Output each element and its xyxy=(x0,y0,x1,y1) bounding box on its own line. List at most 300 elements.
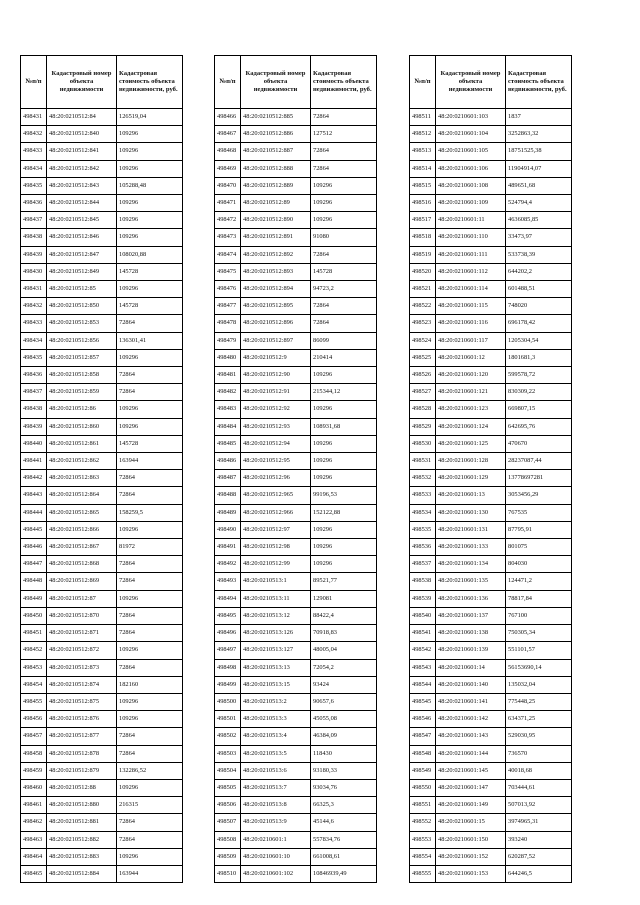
row-number: 498541 xyxy=(410,625,436,642)
table-row xyxy=(21,590,183,607)
table-row xyxy=(410,281,572,298)
cadastral-value: 767535 xyxy=(506,504,572,521)
row-number: 498521 xyxy=(410,281,436,298)
cadastral-table-3 xyxy=(409,55,572,883)
cadastral-number: 48:20:0210601:123 xyxy=(436,401,506,418)
cadastral-value: 90657,6 xyxy=(311,693,377,710)
table-row xyxy=(215,298,377,315)
row-number: 498445 xyxy=(21,521,47,538)
row-number: 498436 xyxy=(21,367,47,384)
row-number: 498476 xyxy=(215,281,241,298)
table-row xyxy=(21,539,183,556)
table-row xyxy=(21,384,183,401)
table-row xyxy=(410,332,572,349)
cadastral-value: 72054,2 xyxy=(311,659,377,676)
table-row xyxy=(215,556,377,573)
cadastral-number: 48:20:0210512:864 xyxy=(47,487,117,504)
cadastral-value: 210414 xyxy=(311,349,377,366)
cadastral-value: 529030,95 xyxy=(506,728,572,745)
row-number: 498504 xyxy=(215,762,241,779)
cadastral-number: 48:20:0210512:891 xyxy=(241,229,311,246)
row-number: 498447 xyxy=(21,556,47,573)
cadastral-number: 48:20:0210512:93 xyxy=(241,418,311,435)
cadastral-value: 3974965,31 xyxy=(506,814,572,831)
row-number: 498518 xyxy=(410,229,436,246)
cadastral-value: 109296 xyxy=(311,453,377,470)
cadastral-value: 126519,04 xyxy=(117,109,183,126)
row-number: 498469 xyxy=(215,160,241,177)
row-number: 498497 xyxy=(215,642,241,659)
cadastral-number: 48:20:0210601:138 xyxy=(436,625,506,642)
cadastral-value: 703444,61 xyxy=(506,779,572,796)
row-number: 498514 xyxy=(410,160,436,177)
cadastral-number: 48:20:0210601:143 xyxy=(436,728,506,745)
cadastral-value: 109296 xyxy=(117,590,183,607)
row-number: 498434 xyxy=(21,160,47,177)
row-number: 498433 xyxy=(21,143,47,160)
cadastral-value: 109296 xyxy=(311,470,377,487)
cadastral-value: 72864 xyxy=(117,367,183,384)
row-number: 498526 xyxy=(410,367,436,384)
table-row xyxy=(410,435,572,452)
row-number: 498554 xyxy=(410,848,436,865)
row-number: 498439 xyxy=(21,418,47,435)
row-number: 498466 xyxy=(215,109,241,126)
row-number: 498481 xyxy=(215,367,241,384)
row-number: 498462 xyxy=(21,814,47,831)
cadastral-value: 696178,42 xyxy=(506,315,572,332)
table-row xyxy=(215,865,377,882)
row-number: 498550 xyxy=(410,779,436,796)
row-number: 498454 xyxy=(21,676,47,693)
cadastral-number: 48:20:0210512:846 xyxy=(47,229,117,246)
cadastral-number: 48:20:0210601:103 xyxy=(436,109,506,126)
row-number: 498470 xyxy=(215,177,241,194)
cadastral-value: 105288,48 xyxy=(117,177,183,194)
table-row xyxy=(215,143,377,160)
cadastral-number: 48:20:0210513:6 xyxy=(241,762,311,779)
table-row xyxy=(215,539,377,556)
table-row xyxy=(215,126,377,143)
cadastral-number: 48:20:0210512:97 xyxy=(241,521,311,538)
table-row xyxy=(21,831,183,848)
table-row xyxy=(21,246,183,263)
table-row xyxy=(410,521,572,538)
table-row xyxy=(410,126,572,143)
header-cadastral-number: Кадастровый номер объекта недвижимости xyxy=(47,56,117,109)
cadastral-number: 48:20:0210512:865 xyxy=(47,504,117,521)
cadastral-number: 48:20:0210512:842 xyxy=(47,160,117,177)
row-number: 498509 xyxy=(215,848,241,865)
row-number: 498443 xyxy=(21,487,47,504)
cadastral-number: 48:20:0210512:893 xyxy=(241,263,311,280)
cadastral-value: 18751525,38 xyxy=(506,143,572,160)
row-number: 498544 xyxy=(410,676,436,693)
row-number: 498434 xyxy=(21,332,47,349)
row-number: 498480 xyxy=(215,349,241,366)
cadastral-number: 48:20:0210512:859 xyxy=(47,384,117,401)
cadastral-value: 72864 xyxy=(117,487,183,504)
cadastral-value: 11904914,07 xyxy=(506,160,572,177)
cadastral-value: 775448,25 xyxy=(506,693,572,710)
cadastral-value: 661008,61 xyxy=(311,848,377,865)
cadastral-value: 72864 xyxy=(117,315,183,332)
table-row xyxy=(215,814,377,831)
table-row xyxy=(410,160,572,177)
header-number: №п/п xyxy=(215,56,241,109)
table-row xyxy=(215,435,377,452)
cadastral-number: 48:20:0210601:125 xyxy=(436,435,506,452)
cadastral-value: 145728 xyxy=(117,435,183,452)
header-cadastral-number: Кадастровый номер объекта недвижимости xyxy=(436,56,506,109)
cadastral-number: 48:20:0210512:881 xyxy=(47,814,117,831)
table-row xyxy=(215,109,377,126)
table-row xyxy=(21,418,183,435)
cadastral-number: 48:20:0210512:90 xyxy=(241,367,311,384)
row-number: 498494 xyxy=(215,590,241,607)
cadastral-number: 48:20:0210512:99 xyxy=(241,556,311,573)
row-number: 498438 xyxy=(21,229,47,246)
cadastral-number: 48:20:0210512:894 xyxy=(241,281,311,298)
cadastral-value: 40018,68 xyxy=(506,762,572,779)
cadastral-number: 48:20:0210512:870 xyxy=(47,607,117,624)
table-row xyxy=(215,728,377,745)
cadastral-value: 642695,76 xyxy=(506,418,572,435)
table-row xyxy=(410,212,572,229)
row-number: 498483 xyxy=(215,401,241,418)
cadastral-number: 48:20:0210601:120 xyxy=(436,367,506,384)
table-row xyxy=(21,453,183,470)
row-number: 498527 xyxy=(410,384,436,401)
table-row xyxy=(410,642,572,659)
row-number: 498459 xyxy=(21,762,47,779)
row-number: 498525 xyxy=(410,349,436,366)
cadastral-number: 48:20:0210601:110 xyxy=(436,229,506,246)
table-row xyxy=(215,607,377,624)
row-number: 498505 xyxy=(215,779,241,796)
cadastral-number: 48:20:0210513:3 xyxy=(241,711,311,728)
cadastral-number: 48:20:0210512:872 xyxy=(47,642,117,659)
cadastral-number: 48:20:0210512:895 xyxy=(241,298,311,315)
table-row xyxy=(410,418,572,435)
header-cadastral-number: Кадастровый номер объекта недвижимости xyxy=(241,56,311,109)
row-number: 498467 xyxy=(215,126,241,143)
cadastral-table-1 xyxy=(20,55,183,883)
table-row xyxy=(410,539,572,556)
table-row xyxy=(21,521,183,538)
cadastral-value: 72864 xyxy=(117,831,183,848)
cadastral-value: 13778697281 xyxy=(506,470,572,487)
cadastral-number: 48:20:0210513:15 xyxy=(241,676,311,693)
row-number: 498473 xyxy=(215,229,241,246)
cadastral-number: 48:20:0210512:96 xyxy=(241,470,311,487)
row-number: 498543 xyxy=(410,659,436,676)
cadastral-value: 1205304,54 xyxy=(506,332,572,349)
table-row xyxy=(410,504,572,521)
cadastral-value: 72864 xyxy=(311,160,377,177)
row-number: 498435 xyxy=(21,349,47,366)
row-number: 498464 xyxy=(21,848,47,865)
cadastral-number: 48:20:0210512:887 xyxy=(241,143,311,160)
table-row xyxy=(410,659,572,676)
table-row xyxy=(21,401,183,418)
table-row xyxy=(21,332,183,349)
cadastral-number: 48:20:0210601:11 xyxy=(436,212,506,229)
row-number: 498482 xyxy=(215,384,241,401)
cadastral-number: 48:20:0210512:850 xyxy=(47,298,117,315)
table-row xyxy=(410,779,572,796)
cadastral-number: 48:20:0210512:867 xyxy=(47,539,117,556)
row-number: 498451 xyxy=(21,625,47,642)
row-number: 498450 xyxy=(21,607,47,624)
cadastral-value: 118430 xyxy=(311,745,377,762)
cadastral-value: 45055,08 xyxy=(311,711,377,728)
cadastral-number: 48:20:0210512:889 xyxy=(241,177,311,194)
row-number: 498506 xyxy=(215,797,241,814)
cadastral-value: 804030 xyxy=(506,556,572,573)
row-number: 498463 xyxy=(21,831,47,848)
table-row xyxy=(410,177,572,194)
cadastral-number: 48:20:0210512:868 xyxy=(47,556,117,573)
cadastral-number: 48:20:0210512:98 xyxy=(241,539,311,556)
cadastral-value: 470670 xyxy=(506,435,572,452)
row-number: 498552 xyxy=(410,814,436,831)
row-number: 498540 xyxy=(410,607,436,624)
cadastral-number: 48:20:0210512:843 xyxy=(47,177,117,194)
table-row xyxy=(21,762,183,779)
row-number: 498547 xyxy=(410,728,436,745)
cadastral-number: 48:20:0210512:853 xyxy=(47,315,117,332)
cadastral-number: 48:20:0210513:127 xyxy=(241,642,311,659)
cadastral-value: 393240 xyxy=(506,831,572,848)
cadastral-number: 48:20:0210601:147 xyxy=(436,779,506,796)
table-row xyxy=(21,814,183,831)
table-row xyxy=(410,263,572,280)
cadastral-value: 1837 xyxy=(506,109,572,126)
table-row xyxy=(21,659,183,676)
cadastral-value: 3053456,29 xyxy=(506,487,572,504)
cadastral-value: 78817,84 xyxy=(506,590,572,607)
table-row xyxy=(215,367,377,384)
cadastral-number: 48:20:0210601:144 xyxy=(436,745,506,762)
row-number: 498495 xyxy=(215,607,241,624)
table-row xyxy=(215,848,377,865)
row-number: 498513 xyxy=(410,143,436,160)
cadastral-value: 72864 xyxy=(117,573,183,590)
table-row xyxy=(21,573,183,590)
cadastral-value: 163944 xyxy=(117,453,183,470)
table-row xyxy=(21,728,183,745)
cadastral-value: 93034,76 xyxy=(311,779,377,796)
cadastral-table-2 xyxy=(214,55,377,883)
cadastral-number: 48:20:0210512:94 xyxy=(241,435,311,452)
cadastral-number: 48:20:0210601:130 xyxy=(436,504,506,521)
cadastral-value: 127512 xyxy=(311,126,377,143)
cadastral-number: 48:20:0210601:106 xyxy=(436,160,506,177)
cadastral-number: 48:20:0210513:9 xyxy=(241,814,311,831)
table-row xyxy=(215,693,377,710)
cadastral-value: 66325,3 xyxy=(311,797,377,814)
cadastral-number: 48:20:0210512:875 xyxy=(47,693,117,710)
cadastral-value: 152122,88 xyxy=(311,504,377,521)
cadastral-value: 10846939,49 xyxy=(311,865,377,882)
cadastral-value: 109296 xyxy=(311,435,377,452)
table-row xyxy=(21,711,183,728)
table-row xyxy=(410,384,572,401)
header-row xyxy=(215,56,377,109)
header-number: №п/п xyxy=(410,56,436,109)
cadastral-number: 48:20:0210512:847 xyxy=(47,246,117,263)
row-number: 498496 xyxy=(215,625,241,642)
table-row xyxy=(410,797,572,814)
row-number: 498511 xyxy=(410,109,436,126)
table-row xyxy=(215,797,377,814)
row-number: 498517 xyxy=(410,212,436,229)
row-number: 498531 xyxy=(410,453,436,470)
table-row xyxy=(215,745,377,762)
cadastral-number: 48:20:0210601:137 xyxy=(436,607,506,624)
row-number: 498507 xyxy=(215,814,241,831)
cadastral-number: 48:20:0210512:861 xyxy=(47,435,117,452)
cadastral-number: 48:20:0210601:152 xyxy=(436,848,506,865)
table-row xyxy=(215,349,377,366)
cadastral-value: 94723,2 xyxy=(311,281,377,298)
table-row xyxy=(215,659,377,676)
table-row xyxy=(215,177,377,194)
table-row xyxy=(410,848,572,865)
cadastral-number: 48:20:0210512:866 xyxy=(47,521,117,538)
table-row xyxy=(215,762,377,779)
table-row xyxy=(410,143,572,160)
cadastral-number: 48:20:0210512:888 xyxy=(241,160,311,177)
table-row xyxy=(215,779,377,796)
table-row xyxy=(21,676,183,693)
cadastral-number: 48:20:0210512:873 xyxy=(47,659,117,676)
row-number: 498486 xyxy=(215,453,241,470)
cadastral-number: 48:20:0210512:86 xyxy=(47,401,117,418)
table-row xyxy=(410,607,572,624)
header-cadastral-value: Кадастровая стоимость объекта недвижимости, руб. xyxy=(311,56,377,109)
cadastral-number: 48:20:0210512:890 xyxy=(241,212,311,229)
cadastral-number: 48:20:0210513:7 xyxy=(241,779,311,796)
cadastral-value: 72864 xyxy=(311,298,377,315)
cadastral-value: 109296 xyxy=(117,779,183,796)
row-number: 498431 xyxy=(21,281,47,298)
cadastral-number: 48:20:0210601:150 xyxy=(436,831,506,848)
cadastral-number: 48:20:0210601:111 xyxy=(436,246,506,263)
cadastral-number: 48:20:0210512:87 xyxy=(47,590,117,607)
row-number: 498493 xyxy=(215,573,241,590)
cadastral-number: 48:20:0210601:116 xyxy=(436,315,506,332)
table-row xyxy=(215,676,377,693)
cadastral-number: 48:20:0210601:104 xyxy=(436,126,506,143)
cadastral-number: 48:20:0210601:145 xyxy=(436,762,506,779)
cadastral-number: 48:20:0210512:849 xyxy=(47,263,117,280)
cadastral-value: 109296 xyxy=(117,143,183,160)
cadastral-value: 524794,4 xyxy=(506,195,572,212)
cadastral-value: 109296 xyxy=(117,229,183,246)
row-number: 498530 xyxy=(410,435,436,452)
cadastral-value: 748020 xyxy=(506,298,572,315)
row-number: 498465 xyxy=(21,865,47,882)
row-number: 498502 xyxy=(215,728,241,745)
row-number: 498433 xyxy=(21,315,47,332)
row-number: 498532 xyxy=(410,470,436,487)
row-number: 498542 xyxy=(410,642,436,659)
row-number: 498449 xyxy=(21,590,47,607)
cadastral-number: 48:20:0210601:128 xyxy=(436,453,506,470)
cadastral-value: 109296 xyxy=(311,212,377,229)
cadastral-value: 108931,68 xyxy=(311,418,377,435)
row-number: 498439 xyxy=(21,246,47,263)
cadastral-number: 48:20:0210512:88 xyxy=(47,779,117,796)
header-number: №п/п xyxy=(21,56,47,109)
table-row xyxy=(21,263,183,280)
row-number: 498529 xyxy=(410,418,436,435)
table-row xyxy=(215,418,377,435)
cadastral-value: 33473,97 xyxy=(506,229,572,246)
cadastral-number: 48:20:0210512:862 xyxy=(47,453,117,470)
cadastral-value: 216315 xyxy=(117,797,183,814)
row-number: 498490 xyxy=(215,521,241,538)
cadastral-value: 93424 xyxy=(311,676,377,693)
table-row xyxy=(21,865,183,882)
cadastral-number: 48:20:0210513:2 xyxy=(241,693,311,710)
row-number: 498523 xyxy=(410,315,436,332)
cadastral-value: 89521,77 xyxy=(311,573,377,590)
table-row xyxy=(21,797,183,814)
cadastral-number: 48:20:0210512:841 xyxy=(47,143,117,160)
table-row xyxy=(410,229,572,246)
cadastral-number: 48:20:0210601:108 xyxy=(436,177,506,194)
cadastral-value: 109296 xyxy=(311,539,377,556)
cadastral-number: 48:20:0210601:149 xyxy=(436,797,506,814)
table-row xyxy=(21,109,183,126)
cadastral-value: 644202,2 xyxy=(506,263,572,280)
row-number: 498468 xyxy=(215,143,241,160)
row-number: 498441 xyxy=(21,453,47,470)
row-number: 498461 xyxy=(21,797,47,814)
row-number: 498437 xyxy=(21,384,47,401)
cadastral-value: 145728 xyxy=(117,298,183,315)
row-number: 498430 xyxy=(21,263,47,280)
row-number: 498435 xyxy=(21,177,47,194)
table-row xyxy=(410,625,572,642)
table-row xyxy=(410,693,572,710)
cadastral-value: 108020,88 xyxy=(117,246,183,263)
cadastral-value: 158259,5 xyxy=(117,504,183,521)
cadastral-number: 48:20:0210601:134 xyxy=(436,556,506,573)
table-row xyxy=(21,298,183,315)
table-row xyxy=(21,315,183,332)
cadastral-value: 93180,33 xyxy=(311,762,377,779)
row-number: 498472 xyxy=(215,212,241,229)
table-row xyxy=(21,281,183,298)
cadastral-number: 48:20:0210512:858 xyxy=(47,367,117,384)
table-row xyxy=(215,711,377,728)
row-number: 498442 xyxy=(21,470,47,487)
row-number: 498516 xyxy=(410,195,436,212)
cadastral-value: 4636085,85 xyxy=(506,212,572,229)
row-number: 498553 xyxy=(410,831,436,848)
cadastral-number: 48:20:0210601:109 xyxy=(436,195,506,212)
row-number: 498485 xyxy=(215,435,241,452)
row-number: 498512 xyxy=(410,126,436,143)
cadastral-value: 72864 xyxy=(311,246,377,263)
table-row xyxy=(21,470,183,487)
cadastral-number: 48:20:0210601:117 xyxy=(436,332,506,349)
table-row xyxy=(21,642,183,659)
